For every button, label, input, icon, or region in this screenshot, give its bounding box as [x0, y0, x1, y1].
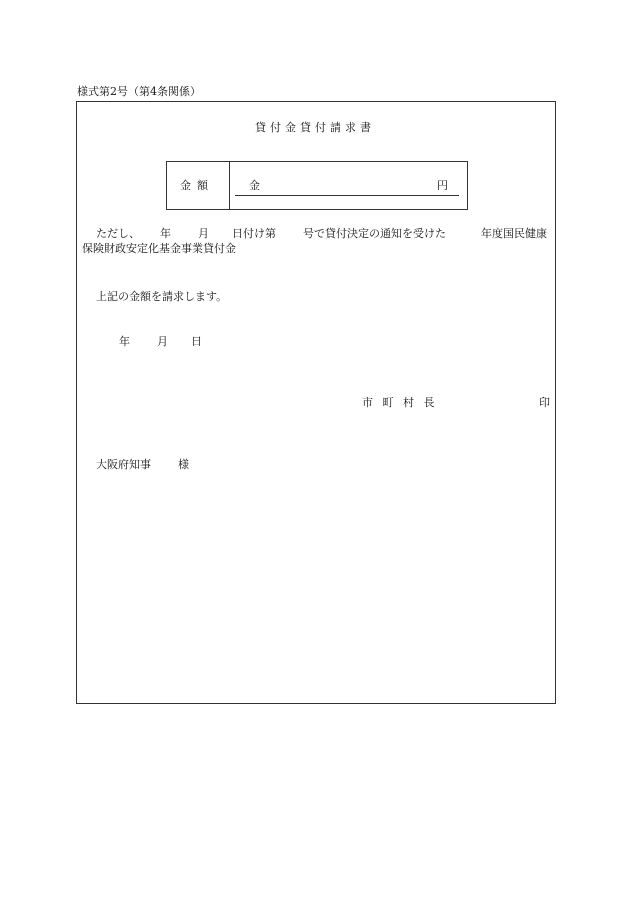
form-title: 貸付金貸付請求書	[255, 121, 375, 134]
amount-field[interactable]	[235, 195, 459, 196]
body-fund-name: 保険財政安定化基金事業貸付金	[82, 242, 236, 255]
body-fiscal-year: 年度国民健康	[481, 227, 547, 240]
body-day-number: 日付け第	[232, 227, 276, 240]
body-lead: ただし、	[96, 227, 140, 240]
request-text: 上記の金額を請求します。	[96, 290, 228, 303]
date-day: 日	[191, 335, 202, 348]
addressee-name: 大阪府知事	[96, 458, 151, 471]
amount-label: 金額	[180, 179, 214, 192]
date-year: 年	[119, 335, 130, 348]
amount-divider	[229, 162, 230, 209]
body-notice: 号で貸付決定の通知を受けた	[303, 227, 446, 240]
seal-mark: 印	[539, 396, 550, 409]
body-year: 年	[160, 227, 171, 240]
signer-title: 市 町 村 長	[362, 396, 438, 409]
date-month: 月	[157, 335, 168, 348]
addressee-honorific: 様	[178, 458, 189, 471]
body-month: 月	[198, 227, 209, 240]
form-number-label: 様式第2号（第4条関係）	[77, 85, 201, 98]
amount-prefix: 金	[249, 179, 260, 192]
amount-unit: 円	[437, 179, 448, 192]
amount-box	[166, 161, 468, 210]
